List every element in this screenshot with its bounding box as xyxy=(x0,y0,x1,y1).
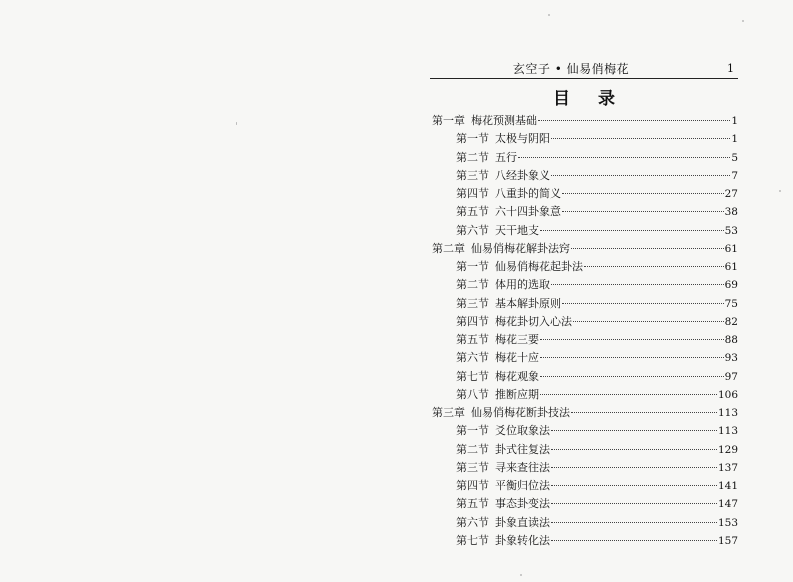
toc-section-entry xyxy=(432,185,738,203)
toc-leader-dots xyxy=(562,192,724,194)
scan-speck xyxy=(520,574,522,576)
toc-entry-title: 梅花预测基础 xyxy=(471,114,537,127)
toc-entry-label xyxy=(456,130,550,148)
toc-entry-number: 第一节 xyxy=(456,132,489,146)
scan-speck xyxy=(779,190,781,192)
toc-entry-label xyxy=(456,386,539,404)
header-rule xyxy=(430,78,738,79)
toc-entry-number: 第二章 xyxy=(432,241,465,255)
toc-chapter-entry xyxy=(432,404,738,422)
toc-section-entry xyxy=(432,130,738,148)
toc-section-entry xyxy=(432,459,738,477)
toc-entry-title: 梅花卦切入心法 xyxy=(495,314,572,328)
toc-entry-number: 第一节 xyxy=(456,260,489,273)
toc-leader-dots xyxy=(551,137,730,139)
toc-section-entry xyxy=(432,514,738,532)
toc-section-entry xyxy=(432,203,738,221)
toc-entry-page: 106 xyxy=(717,388,738,401)
toc-entry-page: 38 xyxy=(724,206,738,219)
toc-entry-number: 第一章 xyxy=(432,114,465,127)
toc-entry-page: 113 xyxy=(717,425,738,438)
toc-entry-title: 八重卦的简义 xyxy=(495,187,561,200)
toc-entry-label xyxy=(456,495,550,513)
toc-entry-page: 27 xyxy=(724,188,738,200)
toc-entry-label xyxy=(432,112,537,130)
header-title: 玄空子 • 仙易俏梅花 xyxy=(512,62,630,76)
toc-entry-title: 爻位取象法 xyxy=(495,424,550,438)
toc-entry-label xyxy=(456,313,572,331)
toc-leader-dots xyxy=(571,411,717,413)
toc-section-entry xyxy=(432,331,738,349)
toc-leader-dots xyxy=(551,429,717,431)
toc-entry-page: 82 xyxy=(724,315,738,328)
toc-entry-number: 第四节 xyxy=(456,479,489,492)
toc-entry-number: 第三节 xyxy=(456,460,489,474)
toc-section-entry xyxy=(432,167,738,185)
toc-entry-number: 第五节 xyxy=(456,205,489,219)
toc-leader-dots xyxy=(584,265,724,267)
toc-entry-title: 事态卦变法 xyxy=(495,497,550,511)
toc-section-entry xyxy=(432,258,738,276)
toc-entry-label xyxy=(456,167,550,185)
toc-entry-title: 推断应期 xyxy=(495,387,539,401)
scan-speck xyxy=(548,14,550,16)
toc-entry-number: 第三节 xyxy=(456,296,489,310)
toc-entry-number: 第三章 xyxy=(432,406,465,419)
toc-entry-number: 第一节 xyxy=(456,424,489,438)
toc-entry-page: 153 xyxy=(717,516,738,529)
toc-entry-title: 六十四卦象意 xyxy=(495,205,561,219)
toc-entry-page: 69 xyxy=(724,279,738,292)
toc-section-entry xyxy=(432,495,738,513)
toc-entry-title: 八经卦象义 xyxy=(495,168,550,182)
toc-section-entry xyxy=(432,149,738,167)
toc-chapter-entry xyxy=(432,240,738,258)
toc-entry-page: 137 xyxy=(717,461,738,474)
toc-entry-page: 141 xyxy=(717,480,738,492)
toc-chapter-entry xyxy=(432,112,738,130)
toc-entry-number: 第五节 xyxy=(456,497,489,511)
toc-leader-dots xyxy=(551,466,717,468)
toc-leader-dots xyxy=(551,539,717,541)
toc-entry-number: 第二节 xyxy=(456,442,489,456)
scan-speck xyxy=(236,122,237,125)
toc-leader-dots xyxy=(551,502,717,504)
toc-entry-label xyxy=(456,295,561,313)
toc-entry-page: 5 xyxy=(731,151,738,164)
toc-heading-char-2: 录 xyxy=(598,89,615,109)
toc-entry-title: 卦象转化法 xyxy=(495,533,550,547)
toc-entry-title: 寻来查往法 xyxy=(495,460,550,474)
toc-entry-label xyxy=(456,477,550,495)
toc-leader-dots xyxy=(573,320,724,322)
toc-entry-label xyxy=(456,149,517,167)
toc-entry-number: 第二节 xyxy=(456,278,489,292)
toc-entry-number: 第六节 xyxy=(456,223,489,237)
toc-section-entry xyxy=(432,477,738,495)
toc-entry-title: 仙易俏梅花起卦法 xyxy=(495,260,583,273)
toc-entry-title: 仙易俏梅花断卦技法 xyxy=(471,406,570,419)
toc-leader-dots xyxy=(518,156,730,158)
toc-heading xyxy=(430,88,738,110)
toc-entry-title: 仙易俏梅花解卦法窍 xyxy=(471,241,570,255)
toc-entry-page: 61 xyxy=(724,242,738,255)
toc-entry-title: 五行 xyxy=(495,150,517,164)
toc-entry-label xyxy=(456,532,550,550)
toc-section-entry xyxy=(432,349,738,367)
toc-entry-number: 第三节 xyxy=(456,168,489,182)
toc-entry-page: 88 xyxy=(724,334,738,346)
toc-entry-title: 平衡归位法 xyxy=(495,479,550,492)
toc-entry-number: 第四节 xyxy=(456,314,489,328)
toc-entry-title: 基本解卦原则 xyxy=(495,296,561,310)
toc-entry-label xyxy=(432,240,570,258)
toc-entry-label xyxy=(456,349,539,367)
toc-entry-number: 第七节 xyxy=(456,533,489,547)
toc-leader-dots xyxy=(562,210,724,212)
toc-entry-page: 1 xyxy=(731,133,738,146)
toc-leader-dots xyxy=(551,521,717,523)
toc-entry-page: 97 xyxy=(724,370,738,383)
toc-leader-dots xyxy=(571,247,724,249)
toc-entry-number: 第五节 xyxy=(456,333,489,346)
toc-entry-title: 梅花三要 xyxy=(495,333,539,346)
toc-entry-page: 53 xyxy=(724,224,738,237)
toc-leader-dots xyxy=(551,484,717,486)
toc-section-entry xyxy=(432,222,738,240)
toc-section-entry xyxy=(432,441,738,459)
toc-entry-title: 太极与阴阳 xyxy=(495,132,550,146)
toc-entry-label xyxy=(456,185,561,203)
toc-entry-page: 1 xyxy=(731,115,738,127)
toc-entry-label xyxy=(456,459,550,477)
toc-entry-label xyxy=(456,422,550,440)
toc-section-entry xyxy=(432,422,738,440)
toc-entry-page: 61 xyxy=(724,261,738,273)
running-header xyxy=(430,62,738,78)
toc-entry-label xyxy=(456,203,561,221)
toc-leader-dots xyxy=(551,283,724,285)
toc-section-entry xyxy=(432,276,738,294)
toc-entry-label xyxy=(456,441,550,459)
toc-section-entry xyxy=(432,368,738,386)
toc-entry-page: 75 xyxy=(724,297,738,310)
toc-entry-number: 第八节 xyxy=(456,387,489,401)
toc-section-entry xyxy=(432,532,738,550)
toc-leader-dots xyxy=(538,119,730,121)
toc-leader-dots xyxy=(540,356,724,358)
toc-section-entry xyxy=(432,313,738,331)
toc-entry-number: 第六节 xyxy=(456,515,489,529)
toc-entry-label xyxy=(432,404,570,422)
toc-entry-number: 第四节 xyxy=(456,187,489,200)
toc-entry-label xyxy=(456,331,539,349)
toc-entry-title: 卦象直读法 xyxy=(495,515,550,529)
toc-entry-page: 129 xyxy=(717,443,738,456)
toc-section-entry xyxy=(432,386,738,404)
toc-entry-title: 梅花观象 xyxy=(495,369,539,383)
toc-list xyxy=(432,112,738,550)
toc-entry-title: 梅花十应 xyxy=(495,351,539,365)
toc-entry-label xyxy=(456,258,583,276)
toc-entry-title: 天干地支 xyxy=(495,223,539,237)
toc-entry-number: 第六节 xyxy=(456,351,489,365)
toc-entry-number: 第七节 xyxy=(456,369,489,383)
toc-leader-dots xyxy=(551,448,717,450)
scan-speck xyxy=(742,20,744,22)
toc-entry-page: 113 xyxy=(717,407,738,419)
toc-entry-label xyxy=(456,368,539,386)
toc-entry-title: 体用的选取 xyxy=(495,278,550,292)
toc-section-entry xyxy=(432,295,738,313)
toc-leader-dots xyxy=(540,229,724,231)
toc-entry-label xyxy=(456,222,539,240)
toc-heading-char-1: 目 xyxy=(553,89,570,109)
toc-leader-dots xyxy=(562,302,724,304)
toc-leader-dots xyxy=(540,338,724,340)
toc-entry-page: 157 xyxy=(717,534,738,547)
toc-entry-title: 卦式往复法 xyxy=(495,442,550,456)
toc-entry-page: 147 xyxy=(717,498,738,511)
toc-entry-number: 第二节 xyxy=(456,150,489,164)
toc-entry-page: 7 xyxy=(731,169,738,182)
toc-leader-dots xyxy=(540,393,717,395)
toc-entry-page: 93 xyxy=(724,352,738,365)
toc-leader-dots xyxy=(551,174,730,176)
toc-leader-dots xyxy=(540,375,724,377)
header-page-number: 1 xyxy=(727,62,734,75)
toc-entry-label xyxy=(456,276,550,294)
toc-entry-label xyxy=(456,514,550,532)
